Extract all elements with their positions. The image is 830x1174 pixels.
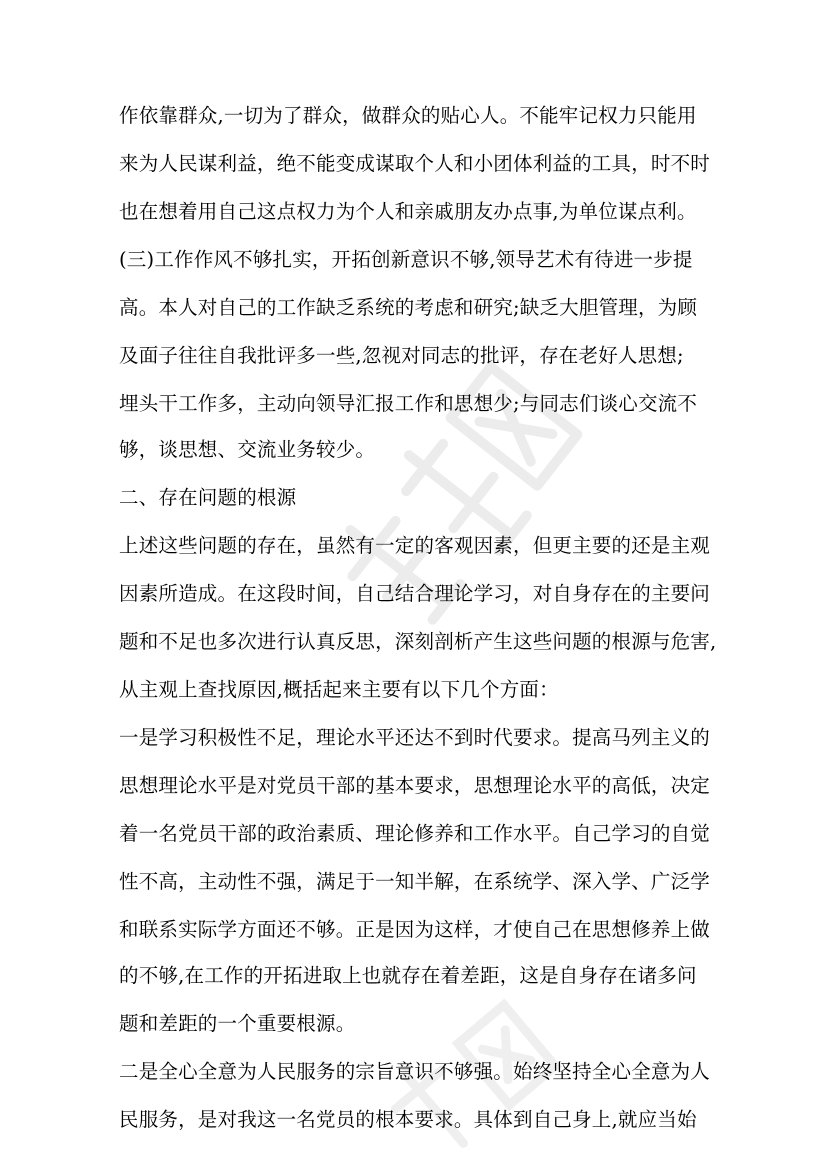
text-line: 二是全心全意为人民服务的宗旨意识不够强。始终坚持全心全意为人 [119,1060,711,1083]
text-line: 一是学习积极性不足，理论水平还达不到时代要求。提高马列主义的 [119,726,711,749]
text-line: 从主观上查找原因,概括起来主要有以下几个方面： [119,678,559,701]
text-line: 题和差距的一个重要根源。 [119,1012,356,1035]
text-line: 的不够,在工作的开拓进取上也就存在着差距，这是自身存在诸多问 [119,964,697,987]
text-line: 民服务，是对我这一名党员的根本要求。具体到自己身上,就应当始 [119,1108,697,1131]
text-line: 作依靠群众,一切为了群众，做群众的贴心人。不能牢记权力只能用 [119,104,697,127]
text-line: 埋头干工作多，主动向领导汇报工作和思想少;与同志们谈心交流不 [119,392,698,415]
text-line: 够，谈思想、交流业务较少。 [119,438,376,461]
text-line: 及面子往往自我批评多一些,忽视对同志的批评，存在老好人思想; [119,344,684,367]
text-line: 思想理论水平是对党员干部的基本要求，思想理论水平的高低，决定 [119,774,711,797]
section-heading: 二、存在问题的根源 [119,486,297,509]
text-line: 因素所造成。在这段时间，自己结合理论学习，对自身存在的主要问 [119,582,711,605]
text-line: 来为人民谋利益，绝不能变成谋取个人和小团体利益的工具，时不时 [119,152,711,175]
text-line: 也在想着用自己这点权力为个人和亲戚朋友办点事,为单位谋点利。 [119,200,697,223]
text-line: 和联系实际学方面还不够。正是因为这样，才使自己在思想修养上做 [119,918,711,941]
text-line: 题和不足也多次进行认真反思，深刻剖析产生这些问题的根源与危害, [119,630,717,653]
text-line: 性不高，主动性不强，满足于一知半解，在系统学、深入学、广泛学 [119,870,711,893]
text-line: 高。本人对自己的工作缺乏系统的考虑和研究;缺乏大胆管理，为顾 [119,296,698,319]
text-line: 着一名党员干部的政治素质、理论修养和工作水平。自己学习的自觉 [119,822,711,845]
text-line: (三)工作作风不够扎实，开拓创新意识不够,领导艺术有待进一步提 [119,248,693,271]
text-line: 上述这些问题的存在，虽然有一定的客观因素，但更主要的还是主观 [119,534,711,557]
